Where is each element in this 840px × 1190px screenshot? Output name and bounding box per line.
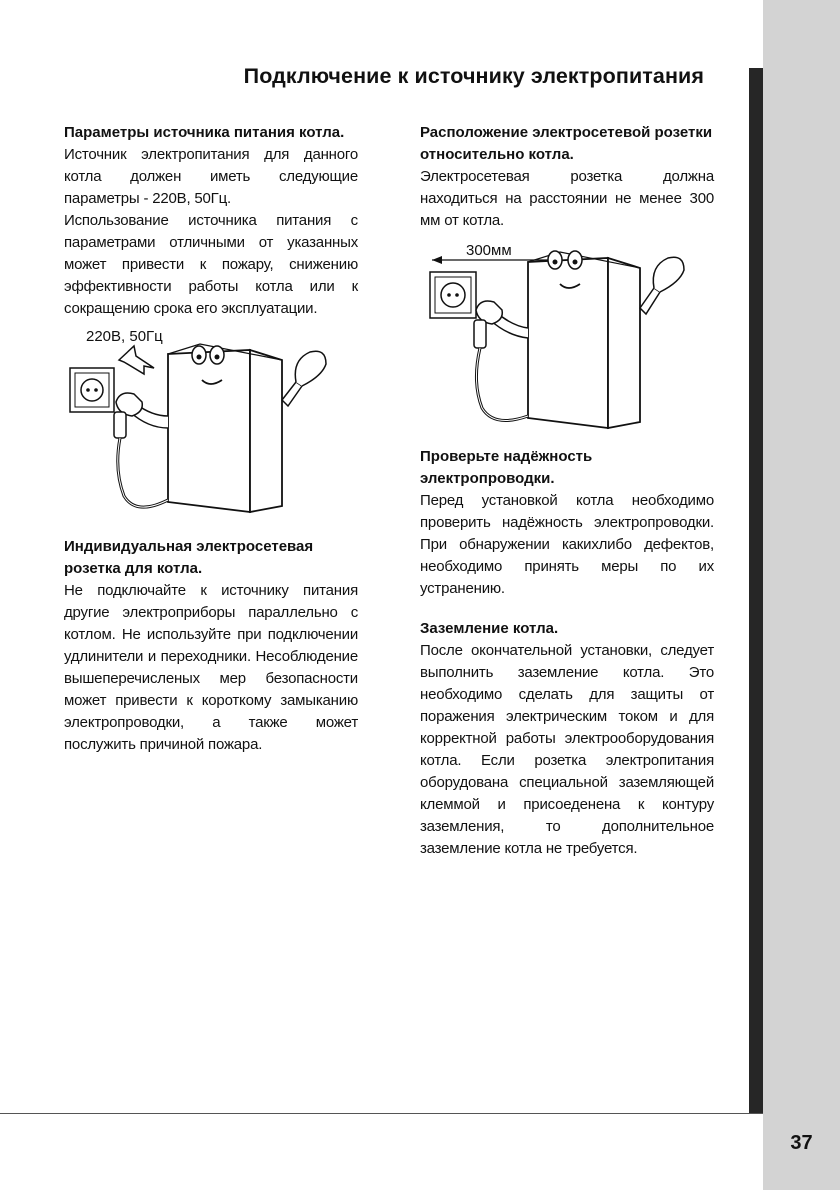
bottom-rule: [0, 1113, 763, 1114]
lightning-icon: [119, 346, 154, 374]
section-individual-socket: [64, 536, 358, 756]
section-power-parameters: [64, 122, 358, 320]
distance-illustration: [420, 232, 714, 446]
power-cord: [476, 348, 528, 421]
section-title: Индивидуальная электросетевая розетка для котла.: [64, 538, 314, 577]
hand-icon: [653, 257, 684, 292]
paragraph: Не подключайте к источнику питания другие электроприборы параллельно с котлом. Не используйте при подключении удлинители и переходники. Несоблюдение вышеперечисленых мер безопасности может привести к короткому замыканию электропроводки, а также может послужить причиной пожара.: [64, 582, 358, 753]
section-title: Проверьте надёжность электропроводки.: [420, 448, 593, 487]
section-wiring-check: [420, 446, 714, 600]
paragraph: Источник электропитания для данного котла должен иметь следующие параметры - 220В, 50Гц.: [64, 146, 358, 207]
side-bar: [749, 68, 763, 1113]
section-socket-location: [420, 122, 714, 232]
page-title: Подключение к источнику электропитания: [243, 64, 704, 88]
spacer: [420, 600, 714, 618]
boiler-body: [528, 258, 608, 428]
paragraph: После окончательной установки, следует выполнить заземление котла. Это необходимо сделать для защиты от поражения электрическим током и для корректной работы электрооборудования котла. Если розетка электропитания оборудована специальной заземляющей клеммой и присоеденена к контуру заземления, то дополнительное заземление котла не требуется.: [420, 642, 714, 857]
section-title: Заземление котла.: [420, 620, 559, 637]
boiler-body: [168, 350, 250, 512]
section-title: Расположение электросетевой розетки относительно котла.: [420, 124, 713, 163]
boiler-character-illustration: [64, 320, 358, 532]
paragraph: Использование источника питания с параметрами отличными от указанных может привести к пожару, снижению эффективности работы котла или к сокращению срока его эксплуатации.: [64, 212, 358, 317]
plug-icon: [474, 320, 486, 348]
paragraph: Перед установкой котла необходимо проверить надёжность электропроводки. При обнаружении какихлибо дефектов, необходимо принять меры по их устранению.: [420, 492, 714, 597]
figure-boiler-plugged: [64, 320, 358, 532]
paragraph: Электросетевая розетка должна находиться на расстоянии не менее 300 мм от котла.: [420, 168, 714, 229]
plug-icon: [114, 412, 126, 438]
section-title: Параметры источника питания котла.: [64, 124, 345, 141]
figure-socket-distance: [420, 232, 714, 446]
right-column: [420, 122, 714, 860]
section-grounding: [420, 618, 714, 860]
side-tab: [763, 0, 840, 1190]
hand-icon: [295, 351, 326, 386]
left-column: [64, 122, 358, 756]
voltage-label: 220В, 50Гц: [86, 328, 163, 345]
power-cord: [118, 438, 168, 507]
page-number: 37: [790, 1132, 813, 1154]
distance-label: 300мм: [466, 242, 512, 259]
